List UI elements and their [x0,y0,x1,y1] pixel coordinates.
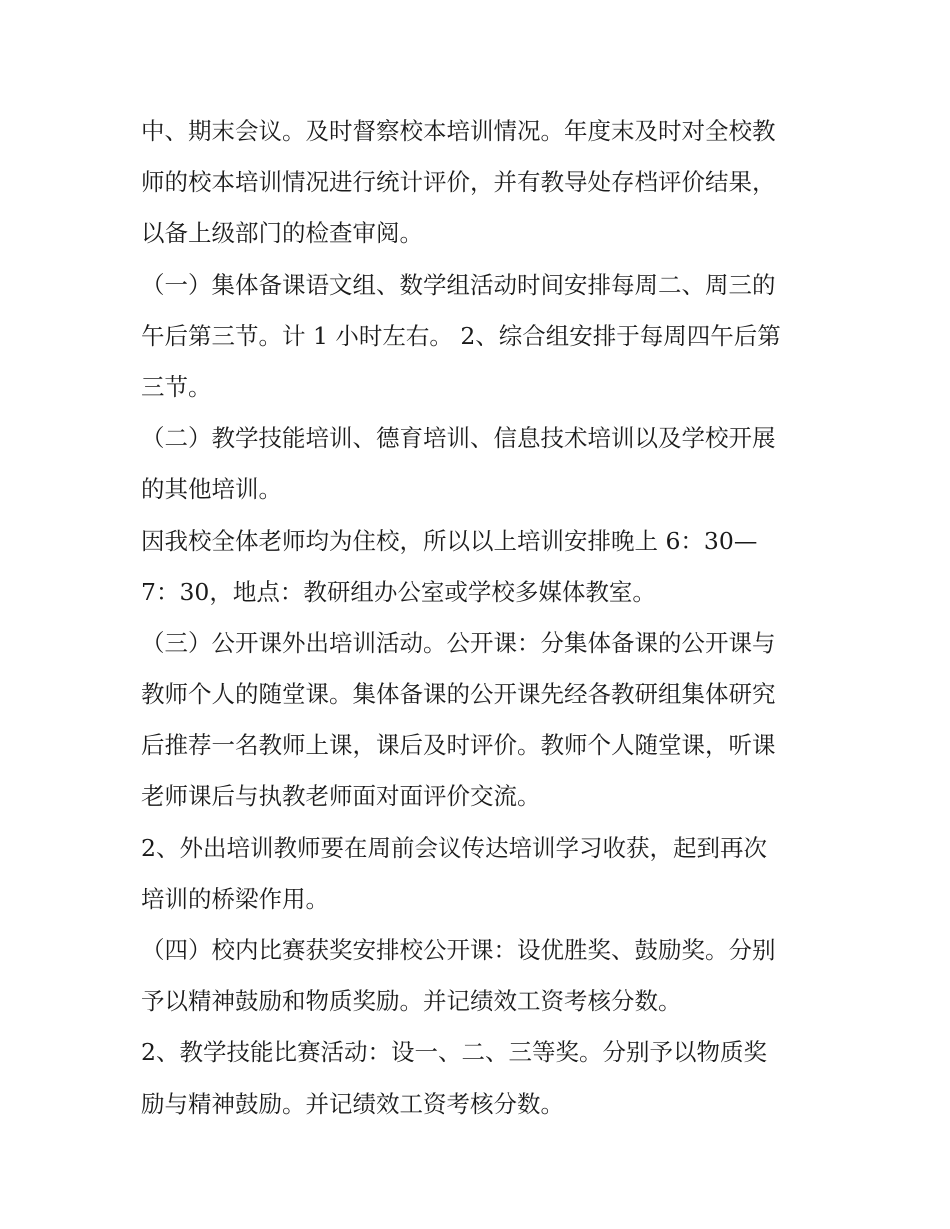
text-line-6: 三节。 [141,372,212,401]
text-line-5: 午后第三节。计 1 小时左右。 2、综合组安排于每周四午后第 [141,321,781,350]
document-body [141,106,821,1130]
text-line-20: 励与精神鼓励。并记绩效工资考核分数。 [141,1089,564,1118]
text-line-1: 中、期末会议。及时督察校本培训情况。年度末及时对全校教 [141,117,776,145]
text-line-12: 教师个人的随堂课。集体备课的公开课先经各教研组集体研究 [141,680,776,709]
text-line-18: 予以精神鼓励和物质奖励。并记绩效工资考核分数。 [141,987,682,1016]
text-line-13: 后推荐一名教师上课，课后及时评价。教师个人随堂课，听课 [141,731,776,760]
text-line-8: 的其他培训。 [141,475,282,504]
text-line-4: （一）集体备课语文组、数学组活动时间安排每周二、周三的 [141,270,776,299]
text-line-11: （三）公开课外出培训活动。公开课：分集体备课的公开课与 [141,628,776,657]
text-line-2: 师的校本培训情况进行统计评价，并有教导处存档评价结果， [141,168,776,197]
text-line-17: （四）校内比赛获奖安排校公开课：设优胜奖、鼓励奖。分别 [141,936,776,964]
text-line-3: 以备上级部门的检查审阅。 [141,219,423,248]
text-line-14: 老师课后与执教老师面对面评价交流。 [141,782,541,811]
text-line-16: 培训的桥梁作用。 [141,884,329,913]
text-line-10: 7：30，地点：教研组办公室或学校多媒体教室。 [141,577,656,606]
text-line-7: （二）教学技能培训、德育培训、信息技术培训以及学校开展 [141,424,776,453]
text-line-15: 2、外出培训教师要在周前会议传达培训学习收获，起到再次 [141,833,767,862]
text-line-19: 2、教学技能比赛活动：设一、二、三等奖。分别予以物质奖 [141,1038,767,1067]
text-line-9: 因我校全体老师均为住校，所以以上培训安排晚上 6：30— [141,526,758,555]
